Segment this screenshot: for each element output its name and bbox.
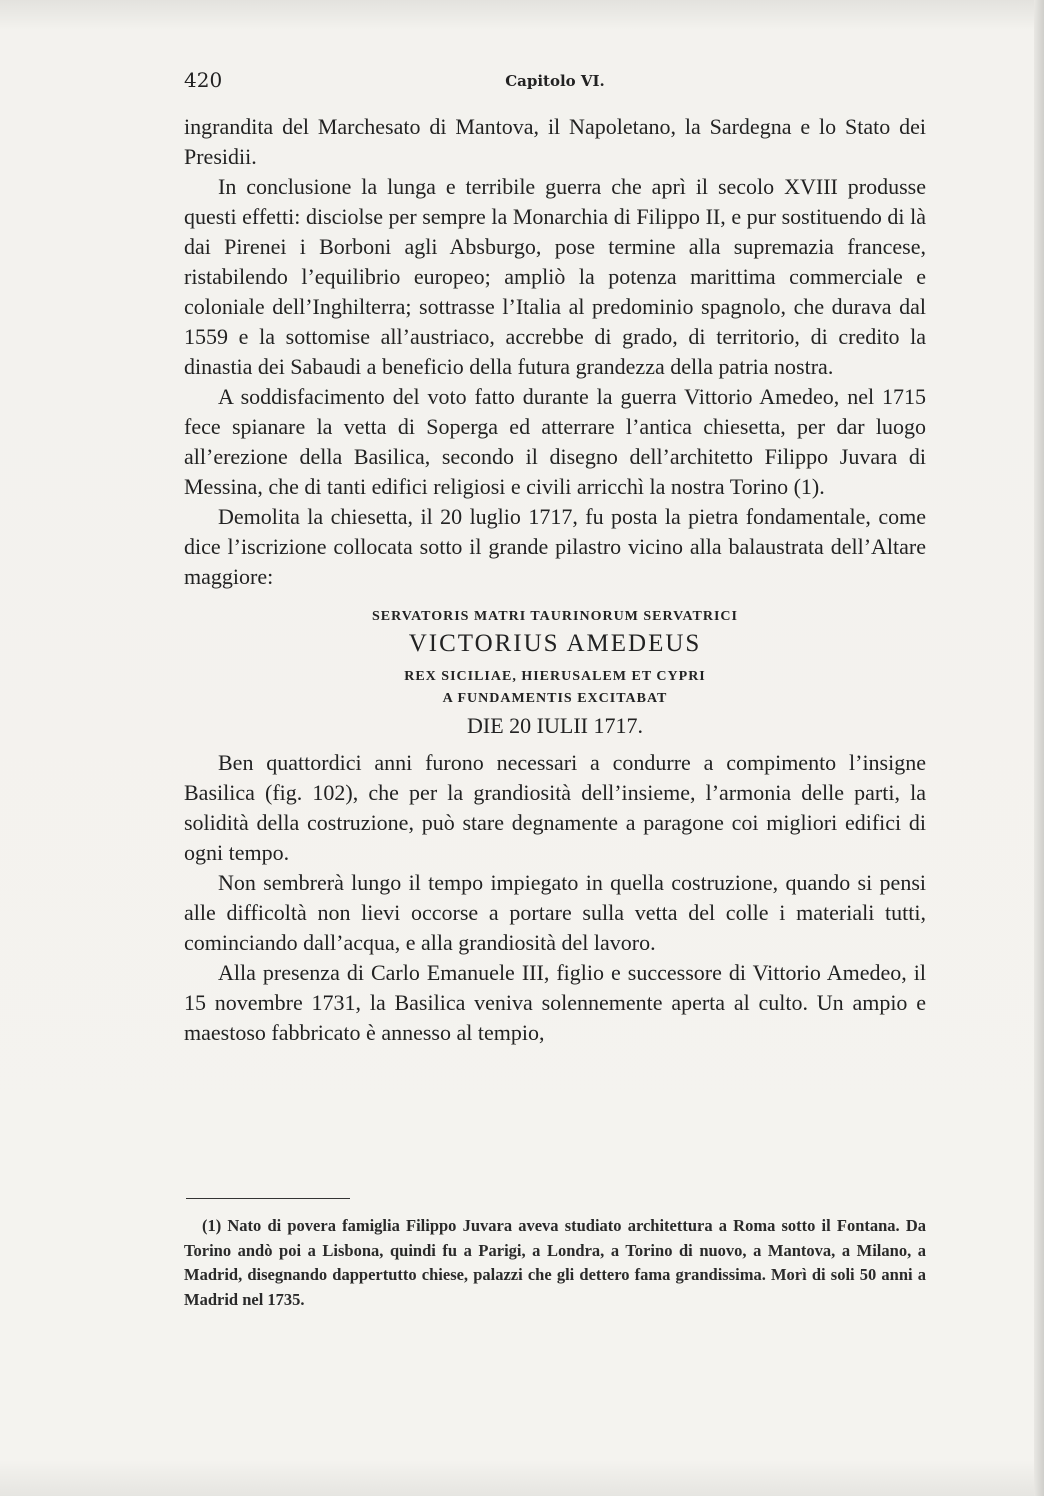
inscription xyxy=(184,606,926,740)
inscription-name: VICTORIUS AMEDEUS xyxy=(408,630,702,657)
page-edge-shadow xyxy=(1034,0,1044,1496)
inscription-year: 1717. xyxy=(593,713,643,738)
page-number: 420 xyxy=(184,68,223,92)
paragraph: Alla presenza di Carlo Emanuele III, figlio e successore di Vittorio Amedeo, il 15 novembre 1731, la Basilica veniva solennemente aperta al culto. Un ampio e maestoso fabbricato è annesso al tempio, xyxy=(184,960,926,1045)
inscription-day: 20 xyxy=(509,713,532,738)
paragraph: ingrandita del Marchesato di Mantova, il Napoletano, la Sardegna e lo Stato dei Presidii. xyxy=(184,114,926,169)
body-text xyxy=(184,112,926,1048)
paragraph: In conclusione la lunga e terribile guerra che aprì il secolo XVIII produsse questi effetti: disciolse per sempre la Monarchia di Filippo II, e pur sostituendo di là dai Pirenei i Borboni agli Absburgo, pose termine alla supremazia francese, ristabilendo l’equilibrio europeo; ampliò la potenza marittima commerciale e coloniale dell’Inghilterra; sottrasse l’Italia al predominio spagnolo, che durava dal 1559 e la sottomise all’austriaco, accrebbe di grado, di territorio, di credito la dinastia dei Sabaudi a beneficio della futura grandezza della patria nostra. xyxy=(184,174,926,379)
footnote xyxy=(184,1214,926,1312)
inscription-month: IULII xyxy=(536,713,588,738)
paragraph: Ben quattordici anni furono necessari a condurre a compimento l’insigne Basilica (fig. 102), che per la grandiosità dell’insieme, l’armonia delle parti, la solidità della costruzione, può stare degnamente a paragone coi migliori edifici di ogni tempo. xyxy=(184,750,926,865)
inscription-line: SERVATORIS MATRI TAURINORUM SERVATRICI xyxy=(372,609,738,624)
paragraph: Demolita la chiesetta, il 20 luglio 1717, fu posta la pietra fondamentale, come dice l’iscrizione collocata sotto il grande pilastro vicino alla balaustrata dell’Altare maggiore: xyxy=(184,504,926,589)
inscription-line: A FUNDAMENTIS EXCITABAT xyxy=(442,691,668,706)
paragraph: Non sembrerà lungo il tempo impiegato in quella costruzione, quando si pensi alle difficoltà non lievi occorse a portare sulla vetta del colle i materiali tutti, cominciando dall’acqua, e alla grandiosità del lavoro. xyxy=(184,870,926,955)
inscription-date xyxy=(184,712,926,740)
footnote-text: (1) Nato di povera famiglia Filippo Juvara aveva studiato architettura a Roma sotto il Fontana. Da Torino andò poi a Lisbona, quindi fu a Parigi, a Londra, a Torino di nuovo, a Mantova, a Milano, a Madrid, disegnando dappertutto chiese, palazzi che gli dettero fama grandissima. Morì di soli 50 anni a Madrid nel 1735. xyxy=(184,1216,926,1309)
footnote-rule xyxy=(186,1198,350,1199)
running-head: Capitolo VI. xyxy=(505,72,605,90)
page-header xyxy=(184,68,926,92)
paragraph: A soddisfacimento del voto fatto durante la guerra Vittorio Amedeo, nel 1715 fece spianare la vetta di Soperga ed atterrare l’antica chiesetta, per dar luogo all’erezione della Basilica, secondo il disegno dell’architetto Filippo Juvara di Messina, che di tanti edifici religiosi e civili arricchì la nostra Torino (1). xyxy=(184,384,926,499)
inscription-die: DIE xyxy=(467,713,504,738)
inscription-line: REX SICILIAE, HIERUSALEM ET CYPRI xyxy=(404,669,706,684)
